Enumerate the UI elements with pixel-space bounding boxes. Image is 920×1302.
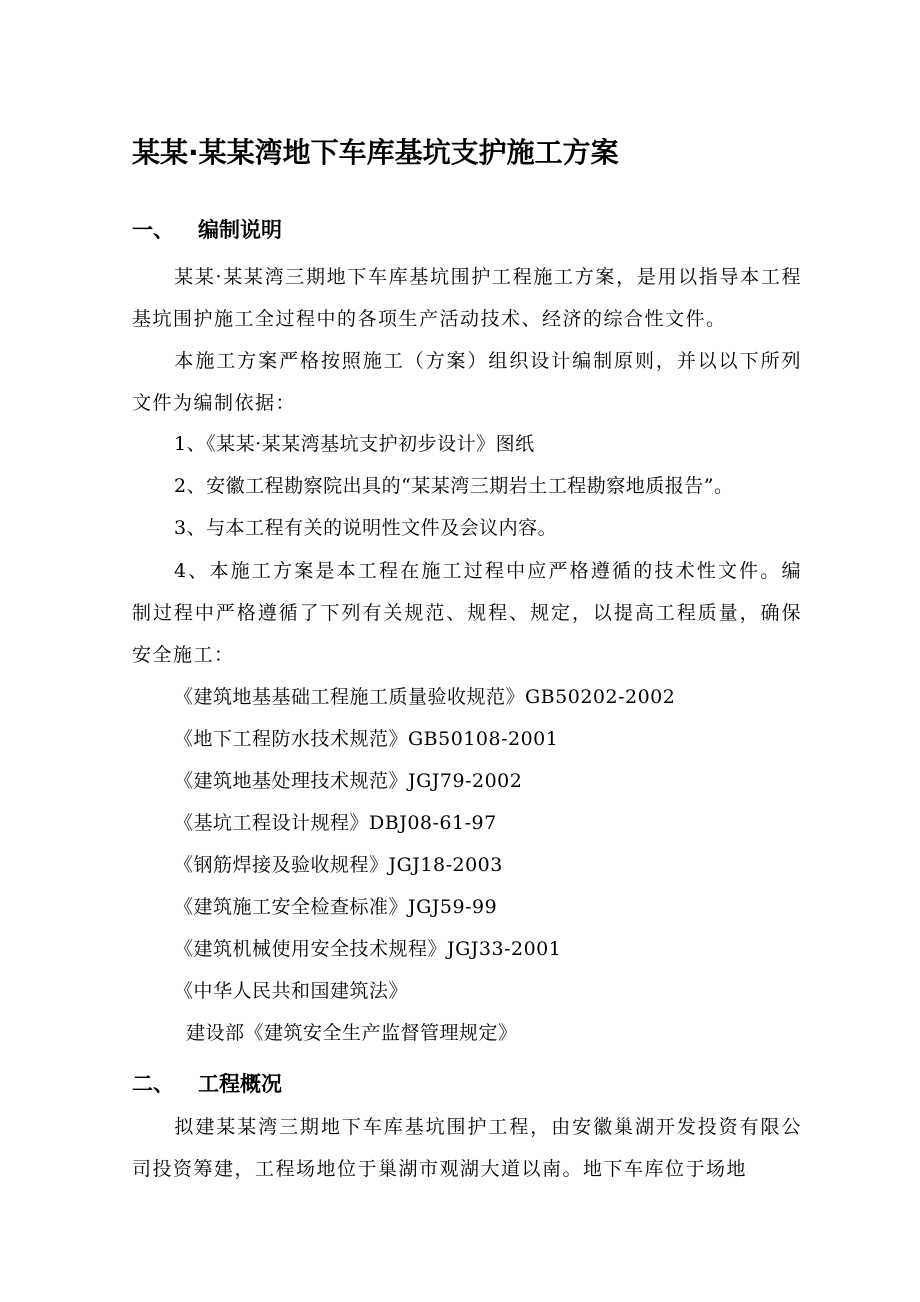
paragraph-text: 某某·某某湾三期地下车库基坑围护工程施工方案，是用以指导本工程基坑围护施工全过程中的各项生产活动技术、经济的综合性文件。 bbox=[132, 266, 802, 330]
section-number: 一、 bbox=[132, 218, 174, 242]
basis-item: 3、与本工程有关的说明性文件及会议内容。 bbox=[174, 517, 558, 539]
paragraph-overview bbox=[132, 1106, 802, 1190]
basis-item: 1、《某某·某某湾基坑支护初步设计》图纸 bbox=[174, 433, 535, 455]
standard-item: 《基坑工程设计规程》DBJ08-61-97 bbox=[174, 812, 497, 834]
standard-item: 建设部《建筑安全生产监督管理规定》 bbox=[186, 1022, 518, 1044]
standard-item: 《建筑施工安全检查标准》JGJ59-99 bbox=[174, 896, 498, 918]
section-heading-2 bbox=[132, 1069, 282, 1099]
paragraph-text: 4、本施工方案是本工程在施工过程中应严格遵循的技术性文件。编制过程中严格遵循了下列有关规范、规程、规定，以提高工程质量，确保安全施工： bbox=[132, 560, 802, 666]
paragraph-text: 拟建某某湾三期地下车库基坑围护工程，由安徽巢湖开发投资有限公司投资筹建，工程场地位于巢湖市观湖大道以南。地下车库位于场地 bbox=[132, 1116, 802, 1180]
paragraph-item-4 bbox=[132, 550, 802, 676]
standard-item: 《建筑地基处理技术规范》JGJ79-2002 bbox=[174, 770, 523, 792]
standard-item: 《地下工程防水技术规范》GB50108-2001 bbox=[174, 728, 559, 750]
paragraph-purpose bbox=[132, 256, 802, 340]
standard-item: 《建筑地基基础工程施工质量验收规范》GB50202-2002 bbox=[174, 686, 676, 708]
standard-item: 《钢筋焊接及验收规程》JGJ18-2003 bbox=[174, 854, 503, 876]
section-heading-1 bbox=[132, 215, 282, 245]
standard-item: 《建筑机械使用安全技术规程》JGJ33-2001 bbox=[174, 938, 562, 960]
basis-item: 2、安徽工程勘察院出具的“某某湾三期岩土工程勘察地质报告”。 bbox=[174, 475, 734, 497]
standard-item: 《中华人民共和国建筑法》 bbox=[174, 980, 409, 1002]
section-title: 工程概况 bbox=[198, 1072, 282, 1096]
section-title: 编制说明 bbox=[198, 218, 282, 242]
document-title: 某某·某某湾地下车库基坑支护施工方案 bbox=[132, 136, 619, 169]
paragraph-basis bbox=[132, 340, 802, 424]
section-number: 二、 bbox=[132, 1072, 174, 1096]
paragraph-text: 本施工方案严格按照施工（方案）组织设计编制原则，并以以下所列文件为编制依据： bbox=[132, 350, 802, 414]
